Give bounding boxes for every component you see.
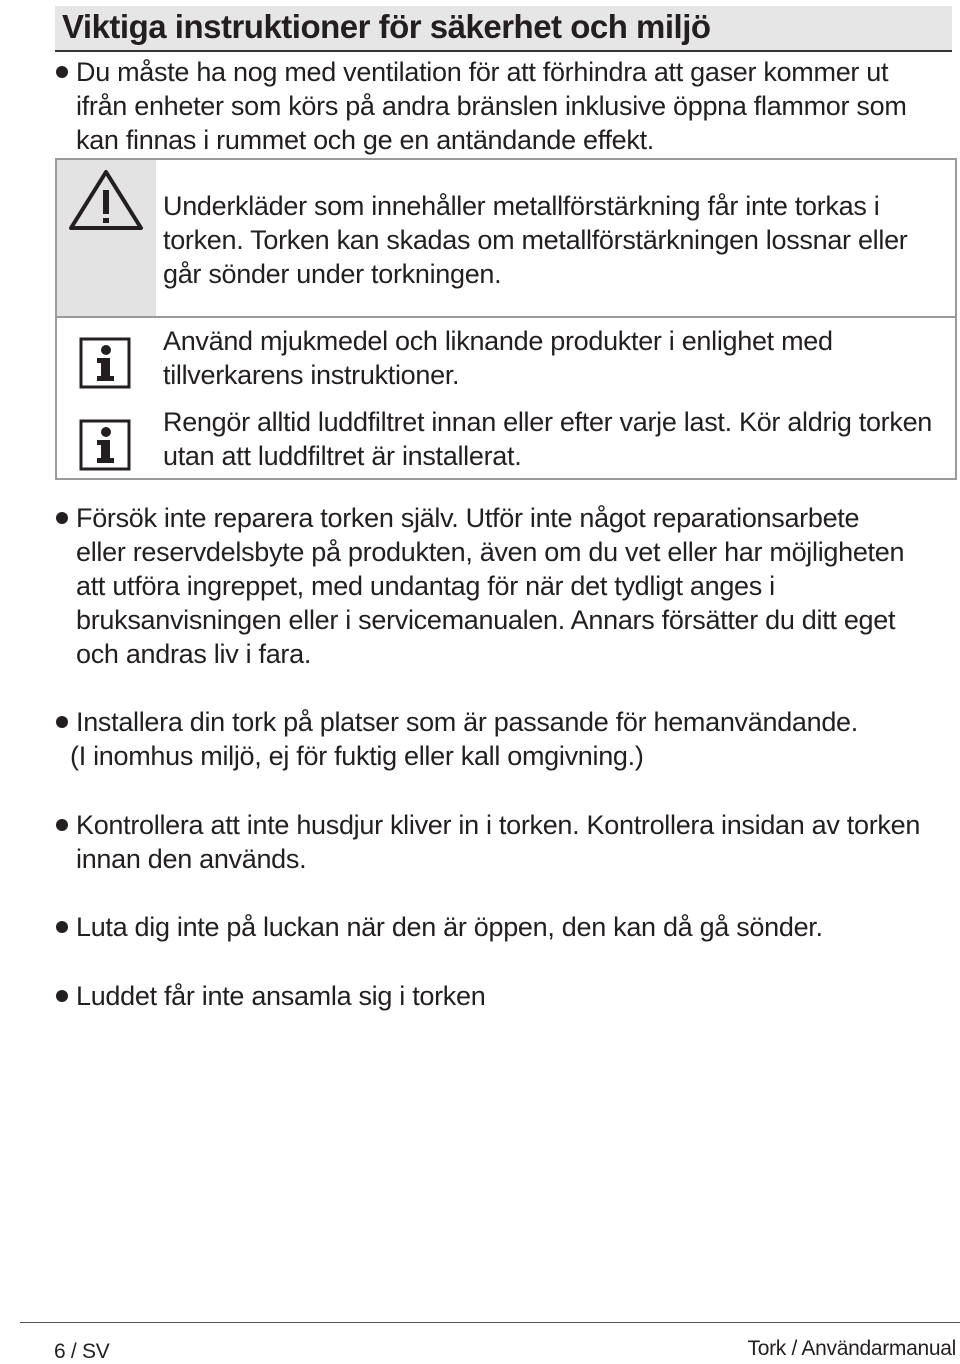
footer-manual-title: Tork / Användarmanual bbox=[747, 1337, 956, 1360]
notice-divider bbox=[55, 316, 957, 318]
info-icon bbox=[79, 419, 131, 476]
notice-info-softener bbox=[163, 324, 833, 392]
notice-warning-text bbox=[163, 189, 907, 291]
text-line: Försök inte reparera torken själv. Utför inte något reparationsarbete bbox=[76, 503, 860, 533]
text-line: Luddet får inte ansamla sig i torken bbox=[76, 981, 486, 1011]
text-line: Rengör alltid luddfiltret innan eller efter varje last. Kör aldrig torken bbox=[163, 407, 932, 437]
bullet-lint bbox=[76, 979, 485, 1013]
info-icon bbox=[79, 337, 131, 394]
bullet-pets bbox=[76, 808, 920, 876]
bullet-repair bbox=[76, 501, 904, 671]
text-line: Installera din tork på platser som är passande för hemanvändande. bbox=[76, 707, 858, 737]
bullet-dot bbox=[56, 921, 68, 933]
text-line: att utföra ingreppet, med undantag för när det tydligt anges i bbox=[76, 571, 775, 601]
bullet-ventilation bbox=[76, 55, 907, 157]
warning-triangle-icon bbox=[68, 168, 144, 237]
text-line: Kontrollera att inte husdjur kliver in i torken. Kontrollera insidan av torken bbox=[76, 810, 921, 840]
bullet-dot bbox=[56, 990, 68, 1002]
text-line: kan finnas i rummet och ge en antändande effekt. bbox=[76, 125, 654, 155]
footer-page-number: 6 / SV bbox=[54, 1340, 110, 1363]
text-line: bruksanvisningen eller i servicemanualen. Annars försätter du ditt eget bbox=[76, 605, 896, 635]
text-line: innan den används. bbox=[76, 844, 307, 874]
text-line: och andras liv i fara. bbox=[76, 639, 312, 669]
bullet-install bbox=[70, 705, 858, 773]
text-line: ifrån enheter som körs på andra bränslen inklusive öppna flammor som bbox=[76, 91, 907, 121]
text-line: Underkläder som innehåller metallförstärkning får inte torkas i bbox=[163, 191, 880, 221]
text-line: Använd mjukmedel och liknande produkter i enlighet med bbox=[163, 326, 833, 356]
text-line: tillverkarens instruktioner. bbox=[163, 360, 460, 390]
bullet-dot bbox=[56, 716, 68, 728]
bullet-dot bbox=[56, 66, 68, 78]
bullet-dot bbox=[56, 819, 68, 831]
notice-info-lintfilter bbox=[163, 405, 932, 473]
text-line: utan att luddfiltret är installerat. bbox=[163, 441, 522, 471]
text-line: går sönder under torkningen. bbox=[163, 259, 502, 289]
text-line: torken. Torken kan skadas om metallförstärkningen lossnar eller bbox=[163, 225, 908, 255]
text-line: (I inomhus miljö, ej för fuktig eller kall omgivning.) bbox=[70, 741, 644, 771]
page-title: Viktiga instruktioner för säkerhet och miljö bbox=[62, 8, 711, 45]
bullet-door bbox=[76, 910, 823, 944]
bullet-dot bbox=[56, 512, 68, 524]
text-line: Luta dig inte på luckan när den är öppen, den kan då gå sönder. bbox=[76, 912, 823, 942]
footer-divider bbox=[20, 1322, 960, 1323]
text-line: eller reservdelsbyte på produkten, även om du vet eller har möjligheten bbox=[76, 537, 905, 567]
text-line: Du måste ha nog med ventilation för att förhindra att gaser kommer ut bbox=[76, 57, 889, 87]
